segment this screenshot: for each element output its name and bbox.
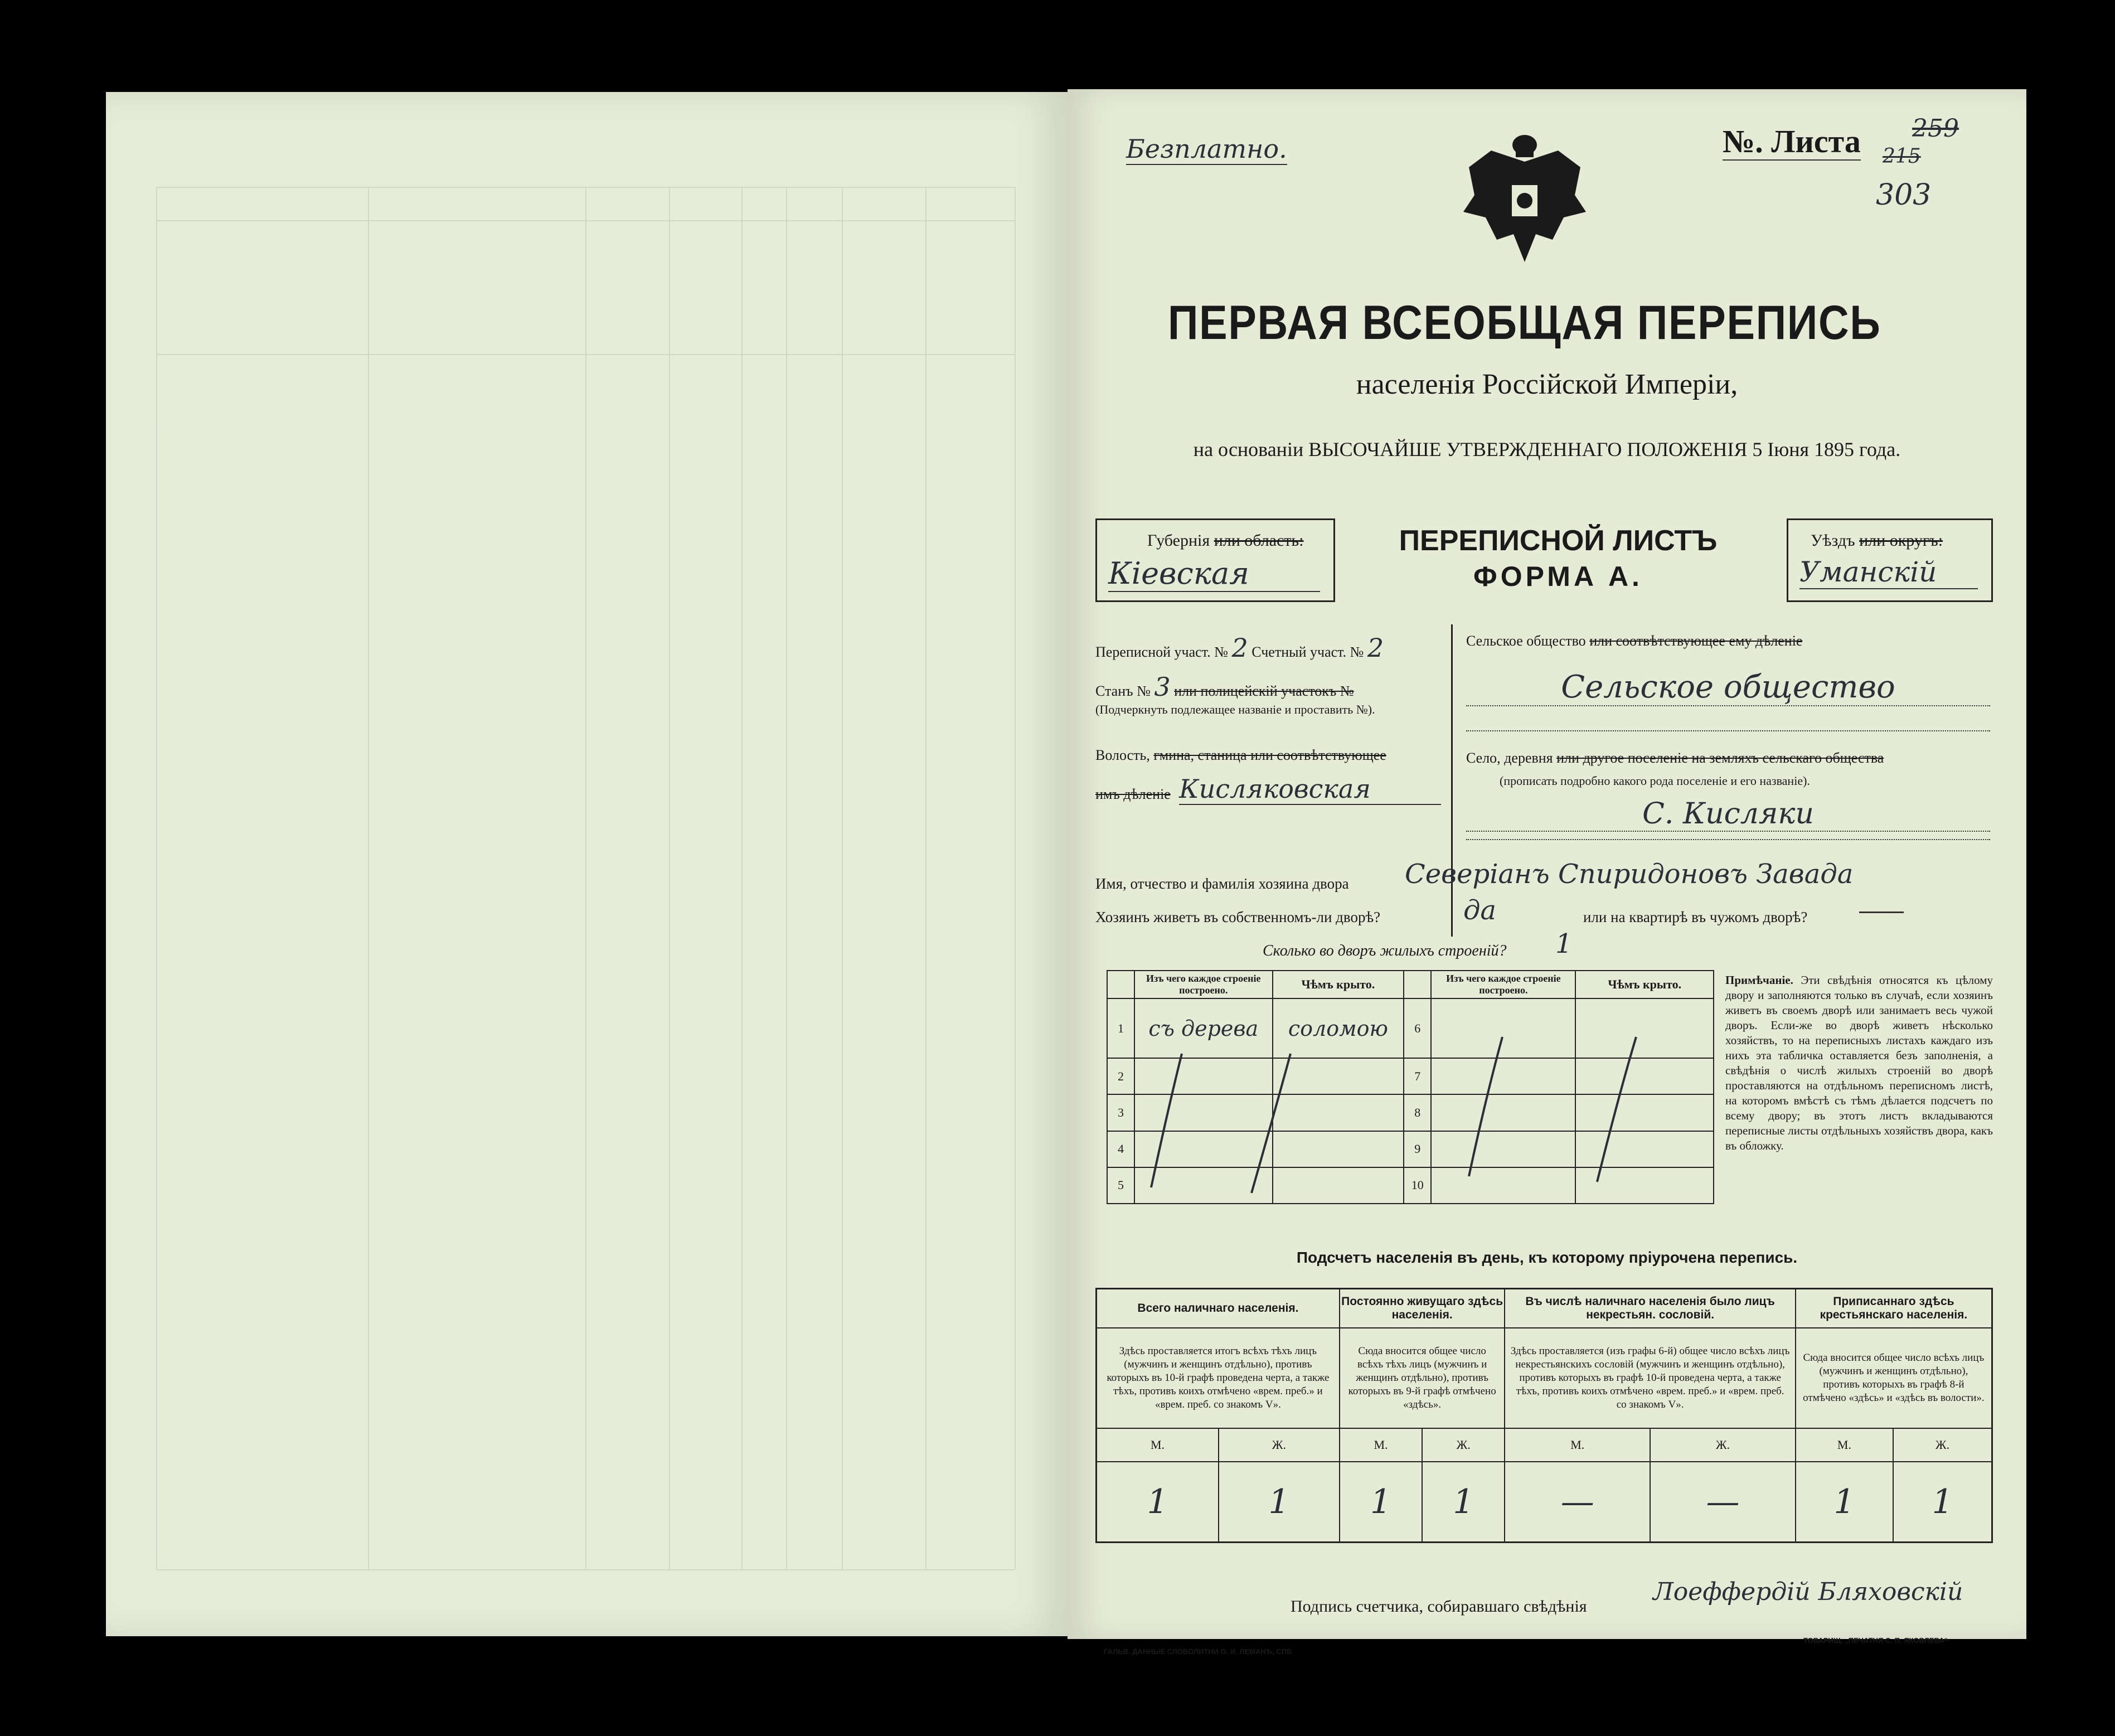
population-table: Всего наличнаго населенія. Постоянно живущаго здѣсь населенія. Въ числѣ наличнаго населенія было лицъ некрестьян. сословій. Приписаннаго здѣсь крестьянскаго населенія. Здѣсь проставляется итогъ всѣхъ тѣхъ лицъ (мужчинъ и женщинъ отдѣльно), противъ которыхъ въ 10-й графѣ проведена черта, а также тѣхъ, противъ коихъ отмѣчено «врем. преб.» и «врем. преб. со знакомъ V». Сюда вносится общее число всѣхъ тѣхъ лицъ (мужчинъ и женщинъ отдѣльно), противъ которыхъ въ 9-й графѣ отмѣчено «здѣсь». Здѣсь проставляется (изъ графы 6-й) общее число всѣхъ лицъ некрестьянскихъ сословій (мужчинъ и женщинъ отдѣльно), противъ которыхъ въ графѣ 10-й проведена черта, а также тѣхъ, противъ коихъ отмѣчено «врем. преб.» и «врем. преб. со знакомъ V». Сюда вносится общее число всѣхъ лицъ (мужчинъ и женщинъ отдѣльно), противъ которыхъ въ графѣ 8-й отмѣчено «здѣсь» и «здѣсь въ волости». М. Ж. М. Ж. М. Ж. М. Ж. 1 1 1 1 — — 1 1 — [1095, 1288, 1993, 1543]
village-note: (прописать подробно какого рода поселеніе и его названіе). — [1500, 774, 1810, 788]
non-peasant-male: — — [1505, 1462, 1650, 1543]
village-line: Село, деревня или другое поселеніе на земляхъ сельскаго общества — [1466, 750, 1884, 766]
row1-material: съ дерева — [1134, 998, 1272, 1058]
uezd-box: Уѣздъ или округъ: Уманскій — [1787, 518, 1993, 602]
volost-line-2: имъ дѣленіе — [1095, 786, 1171, 802]
buildings-strike-marks — [1107, 970, 1714, 1204]
population-heading: Подсчетъ населенія въ день, къ которому пріурочена перепись. — [1296, 1249, 1798, 1266]
imprint-left: ГАЛЬВ. ДАННЫЕ СЛОВОЛИТНИ О. И. ЛЕМАНЪ, СПБ — [1104, 1647, 1292, 1656]
total-present-male: 1 — [1097, 1462, 1219, 1543]
owner-name-label: Имя, отчество и фамилія хозяина двора — [1095, 875, 1349, 892]
apartment-label: или на квартирѣ въ чужомъ дворѣ? — [1583, 909, 1808, 925]
society-value: Сельское общество — [1466, 669, 1990, 706]
uezd-value: Уманскій — [1799, 556, 1978, 589]
total-present-female: 1 — [1219, 1462, 1340, 1543]
sheet-number-crossed-1: 259 — [1912, 114, 1959, 143]
precinct-line: Переписной участ. № 2 Счетный участ. № 2 — [1095, 633, 1384, 663]
free-label: Безплатно. — [1126, 134, 1287, 164]
signature-label: Подпись счетчика, собиравшаго свѣдѣнія — [1291, 1597, 1587, 1616]
gubernia-value: Кіевская — [1108, 556, 1320, 592]
buildings-table: Изъ чего каждое строеніе построено. Чѣмъ крыто. Изъ чего каждое строеніе построено. Чѣмъ крыто. 1 съ дерева соломою 6 2 7 3 8 4 9 5 10 — [1107, 970, 1714, 1204]
form-name: ПЕРЕПИСНОЙ ЛИСТЪ — [1399, 525, 1718, 557]
permanent-female: 1 — [1422, 1462, 1505, 1543]
form-type: ФОРМА А. — [1473, 561, 1643, 592]
apartment-dash — [1859, 911, 1904, 913]
sheet-number-crossed-2: 215 — [1883, 145, 1921, 168]
census-form-page — [1068, 89, 2026, 1656]
imprint-right: ТОВАРИЩ. „ПЕЧАТНЯ С. П. ЯКОВЛЕВА“ — [1803, 1636, 1948, 1645]
own-yard-value: да — [1463, 895, 1497, 926]
registered-peasant-male: 1 — [1796, 1462, 1893, 1543]
signature-value: Лоеффердій Бляховскій — [1653, 1578, 1963, 1606]
village-value: С. Кисляки — [1466, 797, 1990, 832]
sheet-number-label: №. Листа — [1723, 123, 1861, 159]
owner-name-value: Северіанъ Спиридоновъ Завада — [1405, 859, 1854, 890]
gubernia-box: Губернія или область: Кіевская — [1095, 518, 1335, 602]
note: Примѣчаніе. Эти свѣдѣнія относятся къ цѣлому двору и заполняются только въ случаѣ, если хозяинъ живетъ въ своемъ дворѣ или занимаетъ весь чужой дворъ. Если-же во дворѣ живетъ нѣсколько хозяйствъ, то на переписныхъ листахъ каждаго изъ нихъ эта табличка оставляется безъ заполненія, а свѣдѣнія о числѣ жилыхъ строеній во дворѣ проставляются на отдѣльномъ переписномъ листѣ, на которомъ вмѣстѣ съ тѣмъ дѣлается подсчетъ по всему двору; въ этотъ листъ вкладываются переписные листы отдѣльныхъ хозяйствъ двора, какъ въ обложку. — [1725, 973, 1993, 1152]
imperial-eagle-icon — [1458, 128, 1592, 273]
society-line: Сельское общество или соотвѣтствующее ему дѣленіе — [1466, 633, 1803, 649]
permanent-male: 1 — [1340, 1462, 1422, 1543]
bleed-through-grid — [156, 187, 1015, 1569]
row1-roof: соломою — [1273, 998, 1404, 1058]
volost-value: Кисляковская — [1179, 774, 1441, 805]
stan-line: Станъ № 3 или полицейскій участокъ № — [1095, 672, 1354, 702]
buildings-label: Сколько во дворъ жилыхъ строеній? — [1263, 942, 1507, 959]
own-yard-label: Хозяинъ живетъ въ собственномъ-ли дворѣ? — [1095, 909, 1381, 925]
sheet-number-current: 303 — [1876, 178, 1932, 212]
registered-peasant-female: 1 — [1893, 1462, 1992, 1543]
village-empty-line — [1466, 839, 1990, 840]
left-page — [106, 92, 1068, 1636]
legal-basis: на основаніи ВЫСОЧАЙШЕ УТВЕРЖДЕННАГО ПОЛОЖЕНІЯ 5 Іюня 1895 года. — [1193, 438, 1901, 460]
non-peasant-female: — — [1650, 1462, 1796, 1543]
society-empty-line — [1466, 730, 1990, 731]
volost-line: Волость, гмина, станица или соотвѣтствующее — [1095, 747, 1386, 763]
buildings-value: 1 — [1555, 928, 1573, 959]
page-subtitle: населенія Россійской Имперіи, — [1356, 368, 1738, 400]
stan-note: (Подчеркнуть подлежащее названіе и проставить №). — [1095, 702, 1375, 716]
page-title: ПЕРВАЯ ВСЕОБЩАЯ ПЕРЕПИСЬ — [1168, 296, 1881, 350]
location-divider — [1451, 624, 1453, 937]
